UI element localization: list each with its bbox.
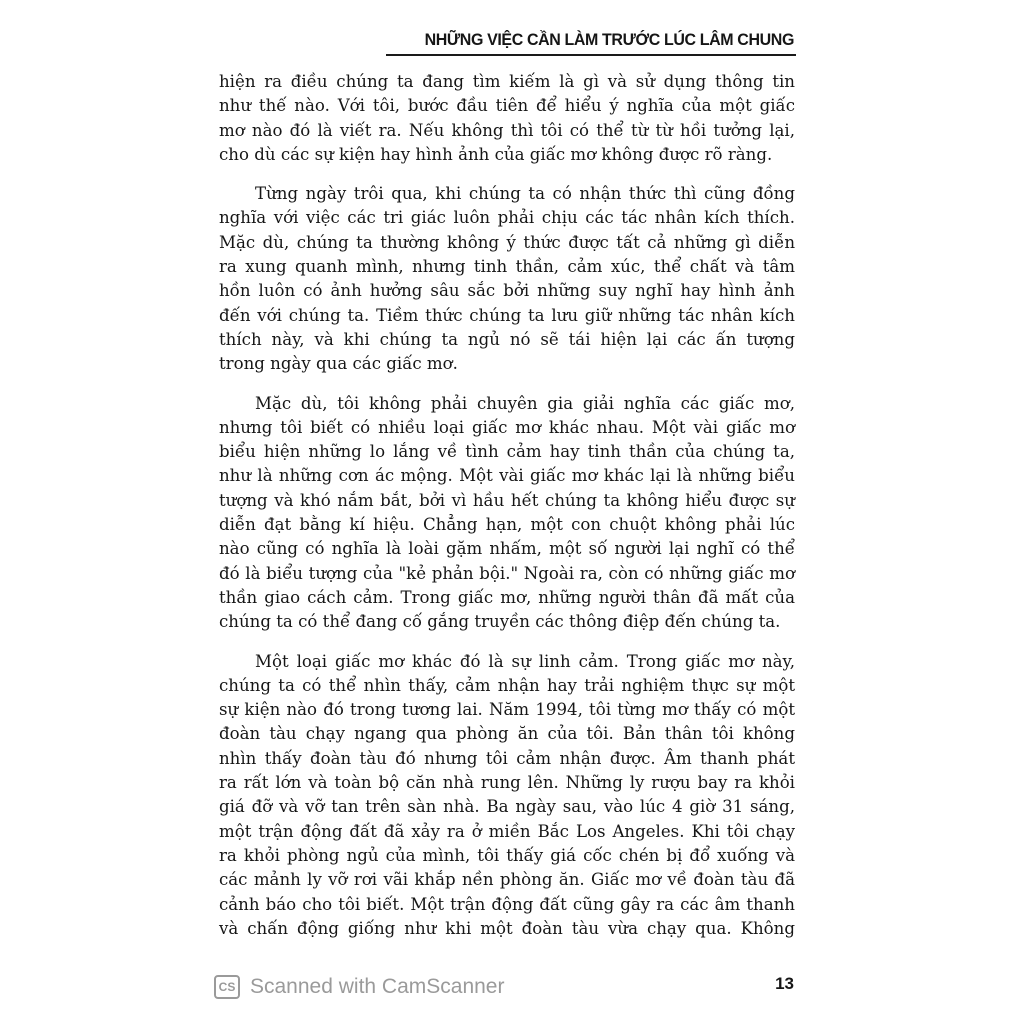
text-line: thích này, và khi chúng ta ngủ nó sẽ tái hiện lại các ấn tượng (219, 329, 795, 349)
camscanner-watermark (214, 973, 504, 1001)
text-line: biểu hiện những lo lắng về tình cảm hay tinh thần của chúng ta, (219, 442, 795, 462)
text-line: nhưng tôi biết có nhiều loại giấc mơ khác nhau. Một vài giấc mơ (219, 417, 795, 437)
text-line: hiện ra điều chúng ta đang tìm kiếm là gì và sử dụng thông tin (219, 72, 795, 91)
text-line: ra khỏi phòng ngủ của mình, tôi thấy giá cốc chén bị đổ xuống và (219, 845, 795, 865)
paragraph (219, 70, 795, 167)
text-line: đoàn tàu chạy ngang qua phòng ăn của tôi. Bản thân tôi không (219, 724, 795, 744)
text-line: một trận động đất đã xảy ra ở miền Bắc Los Angeles. Khi tôi chạy (219, 821, 795, 841)
text-line: như là những cơn ác mộng. Một vài giấc mơ khác lại là những biểu (219, 466, 795, 486)
text-line: nhìn thấy đoàn tàu đó nhưng tôi cảm nhận được. Âm thanh phát (219, 748, 795, 768)
text-line: tượng và khó nắm bắt, bởi vì hầu hết chúng ta không hiểu được sự (219, 490, 795, 510)
text-line: Mặc dù, tôi không phải chuyên gia giải nghĩa các giấc mơ, (255, 393, 795, 413)
text-line: và chấn động giống như khi một đoàn tàu vừa chạy qua. Không (219, 918, 795, 938)
text-line: cho dù các sự kiện hay hình ảnh của giấc mơ không được rõ ràng. (219, 144, 773, 164)
text-line: nghĩa với việc các tri giác luôn phải chịu các tác nhân kích thích. (219, 208, 795, 228)
text-line: như thế nào. Với tôi, bước đầu tiên để hiểu ý nghĩa của một giấc (219, 96, 795, 116)
paragraph (219, 392, 795, 635)
body-text (219, 70, 795, 956)
text-line: Từng ngày trôi qua, khi chúng ta có nhận thức thì cũng đồng (255, 184, 795, 204)
page-number: 13 (775, 974, 794, 993)
text-line: diễn đạt bằng kí hiệu. Chẳng hạn, một con chuột không phải lúc (219, 515, 795, 535)
header-rule (386, 54, 796, 56)
text-line: chúng ta có thể nhìn thấy, cảm nhận hay trải nghiệm thực sự một (219, 675, 795, 695)
text-line: sự kiện nào đó trong tương lai. Năm 1994, tôi từng mơ thấy có một (219, 700, 795, 720)
running-header-title: NHỮNG VIỆC CẦN LÀM TRƯỚC LÚC LÂM CHUNG (424, 30, 794, 49)
paragraph (219, 650, 795, 942)
text-line: Mặc dù, chúng ta thường không ý thức được tất cả những gì diễn (219, 232, 795, 252)
text-line: thần giao cách cảm. Trong giấc mơ, những người thân đã mất của (219, 587, 795, 607)
text-line: Một loại giấc mơ khác đó là sự linh cảm. Trong giấc mơ này, (255, 651, 795, 671)
text-line: chúng ta có thể đang cố gắng truyền các thông điệp đến chúng ta. (219, 612, 781, 632)
paragraph (219, 182, 795, 376)
text-line: nào cũng có nghĩa là loài gặm nhấm, một số người lại nghĩ có thể (219, 539, 795, 559)
text-line: ra xung quanh mình, nhưng tinh thần, cảm xúc, thể chất và tâm (219, 257, 795, 277)
text-line: đến với chúng ta. Tiềm thức chúng ta lưu giữ những tác nhân kích (219, 305, 795, 325)
text-line: ra rất lớn và toàn bộ căn nhà rung lên. Những ly rượu bay ra khỏi (219, 773, 795, 793)
text-line: hồn luôn có ảnh hưởng sâu sắc bởi những suy nghĩ hay hình ảnh (219, 281, 795, 301)
text-line: các mảnh ly vỡ rơi vãi khắp nền phòng ăn. Giấc mơ về đoàn tàu đã (219, 870, 795, 890)
text-line: trong ngày qua các giấc mơ. (219, 354, 458, 374)
text-line: cảnh báo cho tôi biết. Một trận động đất cũng gây ra các âm thanh (219, 894, 795, 914)
text-line: đó là biểu tượng của "kẻ phản bội." Ngoài ra, còn có những giấc mơ (219, 563, 795, 583)
text-line: mơ nào đó là viết ra. Nếu không thì tôi có thể từ từ hồi tưởng lại, (219, 120, 795, 140)
watermark-text: Scanned with CamScanner (250, 975, 505, 998)
text-line: giá đỡ và vỡ tan trên sàn nhà. Ba ngày sau, vào lúc 4 giờ 31 sáng, (219, 797, 795, 817)
camscanner-logo-icon: CS (214, 975, 240, 999)
